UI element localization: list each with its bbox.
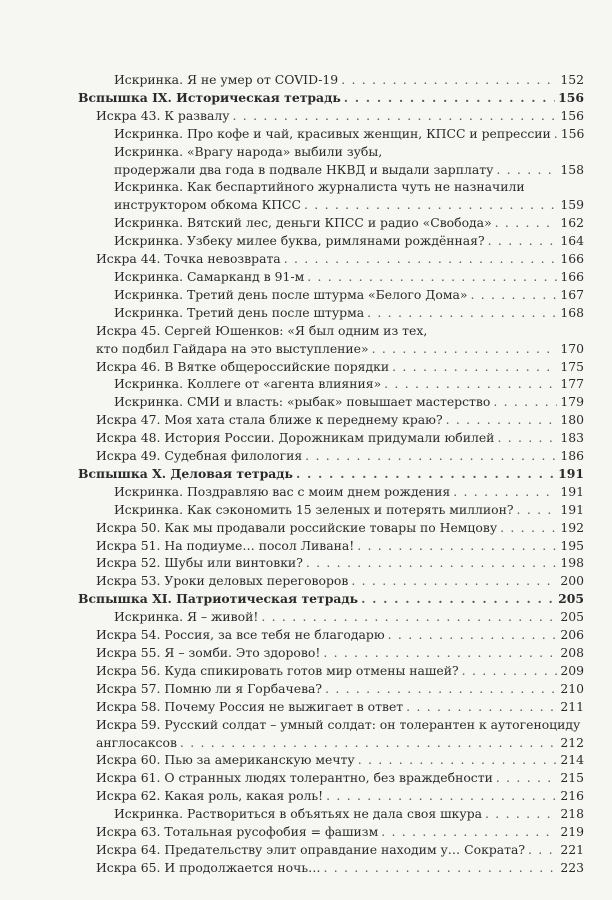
page-number: 175 bbox=[560, 358, 584, 374]
page-number: 162 bbox=[560, 215, 584, 231]
entry-title: Искринка. Про кофе и чай, красивых женщин, КПСС и репрессии bbox=[114, 125, 551, 141]
entry-title-line: Искринка. «Врагу народа» выбили зубы, bbox=[114, 143, 383, 159]
dot-leader bbox=[325, 680, 557, 698]
dot-leader bbox=[488, 232, 558, 250]
chapter-entry[interactable] bbox=[78, 447, 584, 465]
dot-leader bbox=[180, 734, 557, 752]
entry-lines bbox=[114, 143, 584, 179]
subchapter-entry[interactable] bbox=[78, 501, 584, 519]
chapter-entry[interactable] bbox=[78, 644, 584, 662]
entry-title: Искринка. СМИ и власть: «рыбак» повышает мастерство bbox=[114, 394, 491, 410]
entry-lines bbox=[96, 322, 584, 358]
subchapter-entry[interactable] bbox=[78, 304, 584, 322]
page-number: 206 bbox=[560, 627, 584, 643]
page-number: 211 bbox=[560, 698, 584, 714]
dot-leader bbox=[446, 411, 558, 429]
entry-title: Искринка. Я не умер от COVID-19 bbox=[114, 72, 339, 87]
dot-leader bbox=[485, 805, 557, 823]
chapter-entry[interactable] bbox=[78, 787, 584, 805]
page-number: 156 bbox=[560, 125, 585, 141]
dot-leader bbox=[358, 751, 558, 769]
dot-leader bbox=[361, 590, 555, 608]
entry-title: Искра 49. Судебная филология bbox=[96, 448, 303, 464]
page-number: 159 bbox=[560, 197, 584, 213]
dot-leader bbox=[284, 250, 558, 268]
dot-leader bbox=[372, 340, 558, 358]
chapter-entry[interactable] bbox=[78, 626, 584, 644]
subchapter-entry[interactable] bbox=[78, 286, 584, 304]
entry-last-line bbox=[114, 196, 584, 214]
chapter-entry[interactable] bbox=[78, 554, 584, 572]
entry-title: Искра 54. Россия, за все тебя не благодарю bbox=[96, 627, 385, 643]
page-number: 156 bbox=[560, 107, 584, 123]
entry-title: Искра 48. История России. Дорожникам придумали юбилей bbox=[96, 430, 495, 446]
page-number: 192 bbox=[560, 519, 584, 535]
entry-title: Искра 56. Куда спикировать готов мир отмены нашей? bbox=[96, 662, 459, 678]
table-of-contents bbox=[78, 71, 584, 877]
subchapter-entry[interactable] bbox=[78, 143, 584, 179]
chapter-entry[interactable] bbox=[78, 823, 584, 841]
entry-title: Искра 53. Уроки деловых переговоров bbox=[96, 573, 349, 589]
subchapter-entry[interactable] bbox=[78, 805, 584, 823]
page-number: 200 bbox=[560, 573, 584, 589]
chapter-entry[interactable] bbox=[78, 429, 584, 447]
entry-title-line: Искра 59. Русский солдат – умный солдат: он толерантен к аутогеноциду bbox=[96, 716, 581, 732]
entry-last-line bbox=[96, 340, 584, 358]
page-number: 215 bbox=[560, 770, 584, 786]
entry-title: Искра 62. Какая роль, какая роль! bbox=[96, 788, 324, 804]
subchapter-entry[interactable] bbox=[78, 178, 584, 214]
entry-lines bbox=[96, 716, 584, 752]
chapter-entry[interactable] bbox=[78, 411, 584, 429]
page-number: 183 bbox=[560, 430, 584, 446]
page-number: 216 bbox=[560, 788, 584, 804]
page-number: 164 bbox=[560, 233, 584, 249]
entry-title: Искра 46. В Вятке общероссийские порядки bbox=[96, 358, 390, 374]
page-number: 179 bbox=[560, 394, 584, 410]
section-heading[interactable] bbox=[78, 465, 584, 483]
dot-leader bbox=[528, 841, 557, 859]
dot-leader bbox=[496, 769, 557, 787]
entry-title: Искра 57. Помню ли я Горбачева? bbox=[96, 680, 323, 696]
entry-title: Искра 52. Шубы или винтовки? bbox=[96, 555, 303, 571]
chapter-entry[interactable] bbox=[78, 841, 584, 859]
subchapter-entry[interactable] bbox=[78, 232, 584, 250]
page-number: 152 bbox=[560, 72, 584, 87]
dot-leader bbox=[341, 71, 557, 89]
entry-title: Искра 64. Предательству элит оправдание находим у… Сократа? bbox=[96, 841, 526, 857]
page-number: 223 bbox=[560, 859, 584, 875]
chapter-entry[interactable] bbox=[78, 680, 584, 698]
entry-title: Искра 50. Как мы продавали российские товары по Немцову bbox=[96, 519, 498, 535]
entry-title-line: англосаксов bbox=[96, 734, 177, 750]
dot-leader bbox=[496, 161, 557, 179]
entry-title: Искринка. Узбеку милее буква, римлянами рождённая? bbox=[114, 233, 485, 249]
subchapter-entry[interactable] bbox=[78, 393, 584, 411]
subchapter-entry[interactable] bbox=[78, 125, 584, 143]
page-number: 158 bbox=[560, 161, 584, 177]
chapter-entry[interactable] bbox=[78, 572, 584, 590]
page-number: 205 bbox=[560, 609, 584, 625]
entry-title: Искра 58. Почему Россия не выжигает в ответ bbox=[96, 698, 404, 714]
dot-leader bbox=[453, 483, 557, 501]
entry-title: Искра 51. На подиуме… посол Ливана! bbox=[96, 537, 355, 553]
subchapter-entry[interactable] bbox=[78, 375, 584, 393]
dot-leader bbox=[392, 358, 557, 376]
section-heading[interactable] bbox=[78, 590, 584, 608]
dot-leader bbox=[304, 196, 557, 214]
subchapter-entry[interactable] bbox=[78, 71, 584, 89]
entry-title: Искра 43. К развалу bbox=[96, 107, 230, 123]
chapter-entry[interactable] bbox=[78, 769, 584, 787]
subchapter-entry[interactable] bbox=[78, 214, 584, 232]
page-number: 177 bbox=[560, 376, 584, 392]
dot-leader bbox=[462, 662, 558, 680]
dot-leader bbox=[323, 644, 557, 662]
page-number: 156 bbox=[558, 89, 584, 105]
chapter-entry[interactable] bbox=[78, 751, 584, 769]
page-number: 170 bbox=[560, 340, 584, 356]
page-number: 218 bbox=[560, 806, 584, 822]
entry-title: Искра 63. Тотальная русофобия = фашизм bbox=[96, 824, 379, 840]
dot-leader bbox=[384, 375, 557, 393]
entry-title: Искринка. Поздравляю вас с моим днем рождения bbox=[114, 483, 451, 499]
chapter-entry[interactable] bbox=[78, 322, 584, 358]
page-number: 191 bbox=[560, 483, 584, 499]
chapter-entry[interactable] bbox=[78, 519, 584, 537]
dot-leader bbox=[388, 626, 558, 644]
dot-leader bbox=[497, 429, 557, 447]
entry-title: Искра 55. Я – зомби. Это здорово! bbox=[96, 645, 321, 660]
dot-leader bbox=[351, 572, 557, 590]
page-number: 205 bbox=[558, 591, 584, 607]
entry-title: Искринка. Вятский лес, деньги КПСС и радио «Свобода» bbox=[114, 215, 492, 231]
page-number: 191 bbox=[558, 465, 584, 481]
dot-leader bbox=[495, 214, 558, 232]
dot-leader bbox=[500, 519, 557, 537]
entry-title-line: Искринка. Как беспартийного журналиста чуть не назначили bbox=[114, 179, 525, 195]
subchapter-entry[interactable] bbox=[78, 608, 584, 626]
dot-leader bbox=[261, 608, 557, 626]
chapter-entry[interactable] bbox=[78, 716, 584, 752]
page-number: 180 bbox=[560, 412, 584, 428]
chapter-entry[interactable] bbox=[78, 107, 584, 125]
entry-title: Искринка. Я – живой! bbox=[114, 609, 259, 625]
page-number: 166 bbox=[560, 251, 584, 267]
chapter-entry[interactable] bbox=[78, 250, 584, 268]
entry-title-line: Искра 45. Сергей Юшенков: «Я был одним из тех, bbox=[96, 322, 428, 338]
dot-leader bbox=[554, 125, 558, 143]
entry-title-line: инструктором обкома КПСС bbox=[114, 197, 302, 213]
entry-title: Искринка. Самарканд в 91-м bbox=[114, 268, 305, 284]
dot-leader bbox=[323, 859, 557, 877]
subchapter-entry[interactable] bbox=[78, 268, 584, 286]
chapter-entry[interactable] bbox=[78, 698, 584, 716]
dot-leader bbox=[344, 89, 555, 107]
chapter-entry[interactable] bbox=[78, 859, 584, 877]
page-number: 186 bbox=[560, 448, 584, 464]
entry-title: Искринка. Как сэкономить 15 зеленых и потерять миллион? bbox=[114, 501, 514, 517]
page-number: 166 bbox=[560, 268, 584, 284]
entry-title: Вспышка IX. Историческая тетрадь bbox=[78, 89, 341, 105]
dot-leader bbox=[367, 304, 557, 322]
page-number: 210 bbox=[560, 680, 584, 696]
entry-title: Искринка. Коллеге от «агента влияния» bbox=[114, 376, 382, 392]
page-number: 191 bbox=[560, 501, 584, 517]
dot-leader bbox=[307, 268, 557, 286]
chapter-entry[interactable] bbox=[78, 662, 584, 680]
entry-title: Искра 60. Пью за американскую мечту bbox=[96, 752, 355, 768]
entry-title: Искра 47. Моя хата стала ближе к переднему краю? bbox=[96, 412, 443, 428]
dot-leader bbox=[326, 787, 557, 805]
entry-title: Вспышка XI. Патриотическая тетрадь bbox=[78, 591, 359, 607]
page-number: 212 bbox=[560, 734, 584, 750]
dot-leader bbox=[305, 447, 557, 465]
page-number: 221 bbox=[560, 841, 584, 857]
entry-title: Вспышка X. Деловая тетрадь bbox=[78, 465, 293, 481]
page-number: 209 bbox=[560, 662, 584, 678]
dot-leader bbox=[406, 698, 557, 716]
section-heading[interactable] bbox=[78, 89, 584, 107]
page-number: 219 bbox=[560, 824, 584, 840]
page-number: 208 bbox=[560, 645, 584, 660]
entry-title: Искра 44. Точка невозврата bbox=[96, 251, 281, 267]
page-number: 167 bbox=[560, 286, 584, 302]
entry-title: Искринка. Третий день после штурма bbox=[114, 304, 365, 320]
entry-last-line bbox=[114, 161, 584, 179]
entry-lines bbox=[114, 178, 584, 214]
chapter-entry[interactable] bbox=[78, 358, 584, 376]
entry-title: Искра 61. О странных людях толерантно, без враждебности bbox=[96, 770, 493, 786]
entry-title: Искра 65. И продолжается ночь… bbox=[96, 859, 321, 875]
entry-last-line bbox=[96, 734, 584, 752]
dot-leader bbox=[357, 537, 557, 555]
entry-title: Искринка. Раствориться в объятьях не дала своя шкура bbox=[114, 806, 483, 822]
entry-title-line: продержали два года в подвале НКВД и выдали зарплату bbox=[114, 161, 494, 177]
page-number: 198 bbox=[560, 555, 584, 571]
dot-leader bbox=[517, 501, 558, 519]
dot-leader bbox=[306, 554, 558, 572]
dot-leader bbox=[296, 465, 555, 483]
chapter-entry[interactable] bbox=[78, 537, 584, 555]
dot-leader bbox=[233, 107, 558, 125]
dot-leader bbox=[470, 286, 557, 304]
entry-title: Искринка. Третий день после штурма «Белого Дома» bbox=[114, 286, 468, 302]
subchapter-entry[interactable] bbox=[78, 483, 584, 501]
page-number: 214 bbox=[560, 752, 584, 768]
dot-leader bbox=[381, 823, 557, 841]
page-number: 195 bbox=[560, 537, 584, 553]
entry-title-line: кто подбил Гайдара на это выступление» bbox=[96, 340, 369, 356]
dot-leader bbox=[493, 393, 557, 411]
page-number: 168 bbox=[560, 304, 584, 320]
